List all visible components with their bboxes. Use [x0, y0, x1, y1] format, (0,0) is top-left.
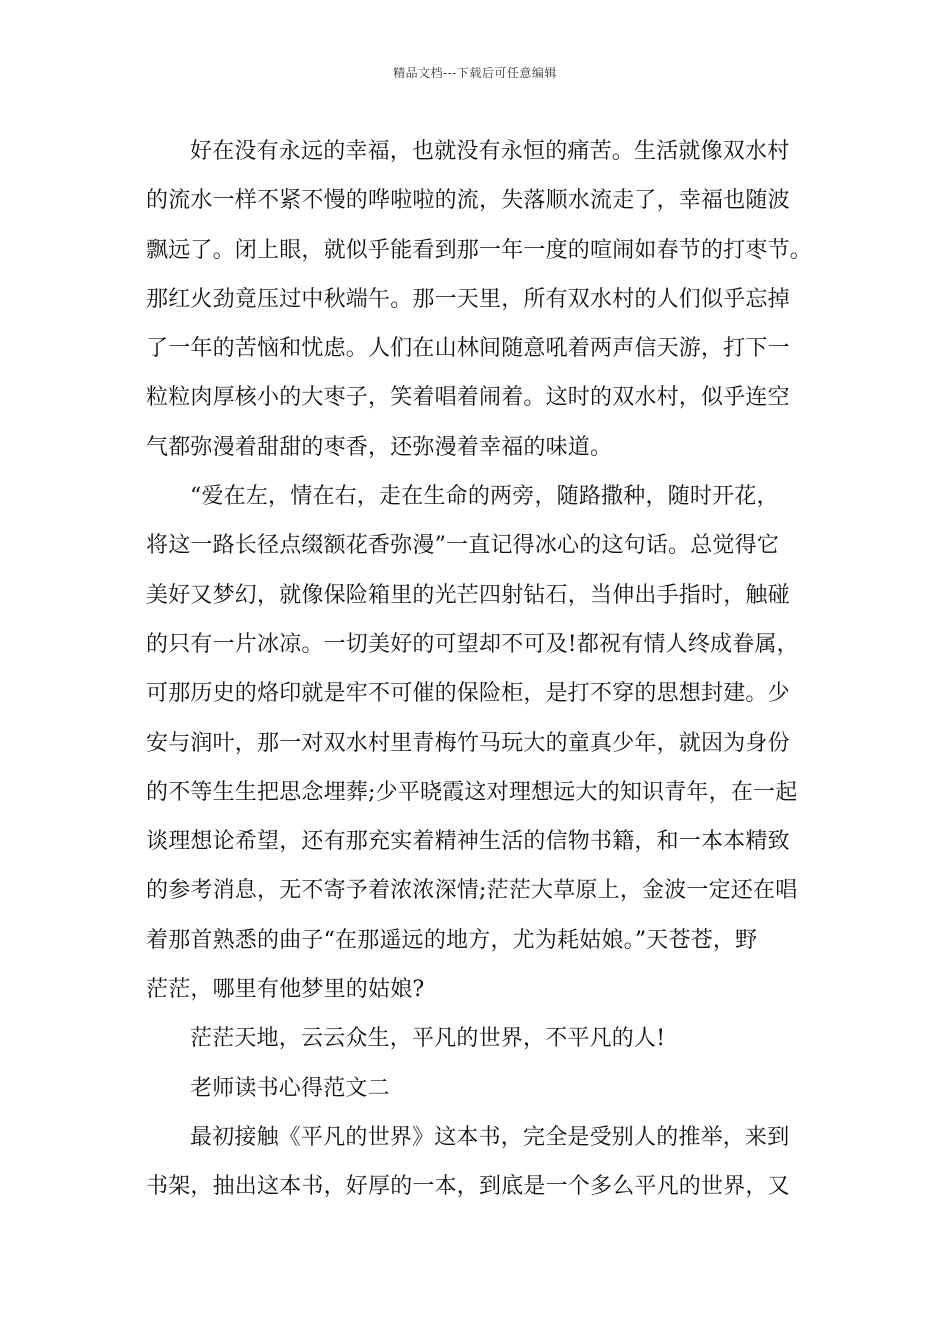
text-line: 粒粒肉厚核小的大枣子，笑着唱着闹着。这时的双水村，似乎连空 [146, 385, 790, 411]
paragraph-5 [146, 1119, 818, 1218]
text-line: 可那历史的烙印就是牢不可催的保险柜，是打不穿的思想封建。少 [146, 681, 790, 707]
text-line: 的不等生生把思念埋葬;少平晓霞这对理想远大的知识青年，在一起 [146, 779, 798, 805]
text-line: 气都弥漫着甜甜的枣香，还弥漫着幸福的味道。 [146, 434, 613, 460]
paragraph-2 [146, 478, 818, 1020]
text-line: “爱在左，情在右，走在生命的两旁，随路撒种，随时开花， [190, 484, 779, 510]
text-line: 书架，抽出这本书，好厚的一本，到底是一个多么平凡的世界，又 [146, 1174, 790, 1200]
text-line: 茫茫，哪里有他梦里的姑娘? [146, 977, 425, 1003]
document-body [146, 133, 818, 1218]
text-line: 安与润叶，那一对双水村里青梅竹马玩大的童真少年，就因为身份 [146, 730, 790, 756]
text-line: 美好又梦幻，就像保险箱里的光芒四射钻石，当伸出手指时，触碰 [146, 582, 790, 608]
text-line: 了一年的苦恼和忧虑。人们在山林间随意吼着两声信天游，打下一 [146, 336, 790, 362]
text-line: 谈理想论希望，还有那充实着精神生活的信物书籍，和一本本精致 [146, 829, 790, 855]
text-line: 的参考消息，无不寄予着浓浓深情;茫茫大草原上，金波一定还在唱 [146, 878, 798, 904]
text-line: 着那首熟悉的曲子“在那遥远的地方，尤为耗姑娘。”天苍苍，野 [146, 927, 758, 953]
text-line: 的流水一样不紧不慢的哗啦啦的流，失落顺水流走了，幸福也随波 [146, 188, 790, 214]
heading-text: 老师读书心得范文二 [190, 1075, 390, 1101]
text-line: 的只有一片冰凉。一切美好的可望却不可及!都祝有情人终成眷属， [146, 631, 799, 657]
text-line: 最初接触《平凡的世界》这本书，完全是受别人的推举，来到 [190, 1124, 790, 1150]
text-line: 那红火劲竟压过中秋端午。那一天里，所有双水村的人们似乎忘掉 [146, 286, 790, 312]
text-line: 茫茫天地，云云众生，平凡的世界，不平凡的人! [190, 1026, 666, 1052]
section-heading [146, 1070, 818, 1119]
page-header: 精品文档---下载后可任意编辑 [393, 66, 557, 80]
paragraph-1 [146, 133, 818, 478]
paragraph-3 [146, 1020, 818, 1069]
text-line: 将这一路长径点缀额花香弥漫”一直记得冰心的这句话。总觉得它 [146, 533, 780, 559]
text-line: 飘远了。闭上眼，就似乎能看到那一年一度的喧闹如春节的打枣节。 [146, 237, 813, 263]
text-line: 好在没有永远的幸福，也就没有永恒的痛苦。生活就像双水村 [190, 139, 790, 164]
